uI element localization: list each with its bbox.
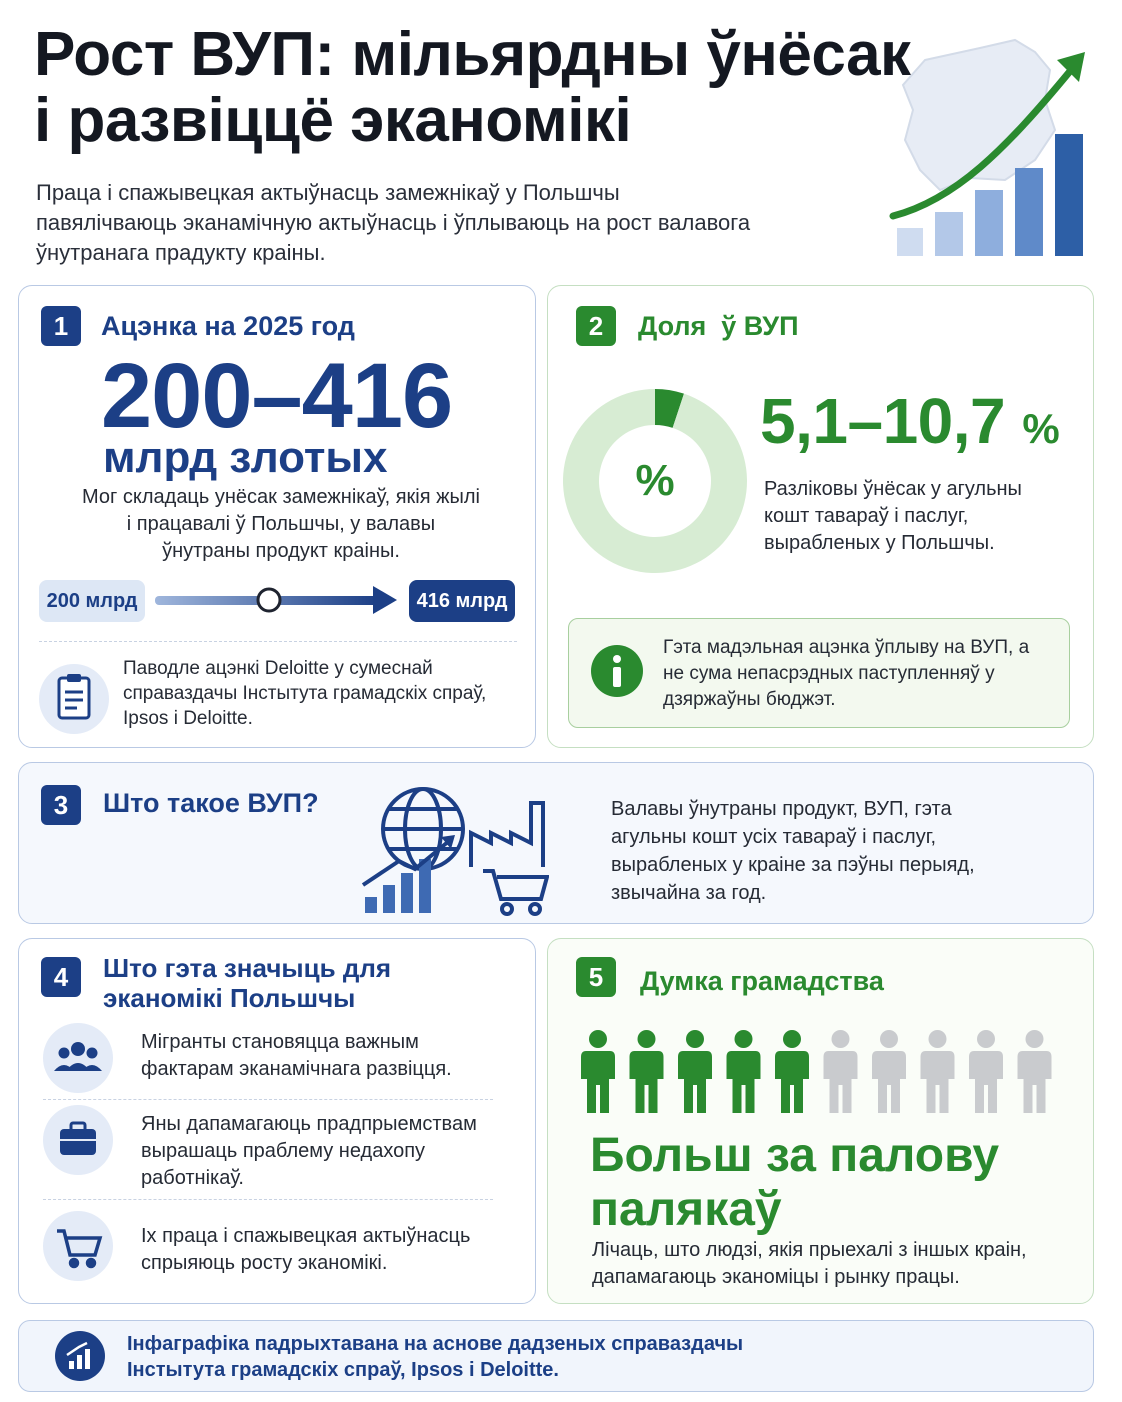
estimate-value: 200–416 [101, 345, 453, 447]
factory-icon [471, 803, 543, 867]
section-number: 3 [41, 785, 81, 825]
people-icon [43, 1023, 113, 1093]
section-number: 4 [41, 957, 81, 997]
person-icon-grey [969, 1030, 1003, 1113]
people-pictogram [578, 1029, 1068, 1115]
bar-chart-icon [365, 859, 431, 913]
gdp-share-unit: % [1022, 405, 1060, 452]
section-estimate-2025 [18, 285, 536, 748]
person-icon-grey [824, 1030, 858, 1113]
person-icon-highlight [727, 1030, 761, 1113]
range-arrow [153, 582, 399, 618]
section-meaning-for-economy [18, 938, 536, 1304]
section-public-opinion [547, 938, 1094, 1304]
hero-bar [935, 212, 963, 256]
info-note-text: Гэта мадэльная ацэнка ўплыву на ВУП, а не сума непасрэдных паступленняў у дзяржаўны бюджэт. [663, 637, 1030, 710]
footer-source [18, 1320, 1094, 1392]
estimate-description: Мог складаць унёсак замежнікаў, якія жылі і працавалі ў Польшчы, у валавы ўнутраны продукт краіны. [82, 486, 480, 562]
range-marker [258, 589, 280, 611]
estimate-unit: млрд злотых [103, 433, 388, 482]
title-line-2: і развіццё эканомікі [34, 86, 632, 155]
gdp-share-number: 5,1–10,7 [760, 385, 1006, 457]
section-heading: Доля ў ВУП [638, 311, 799, 341]
list-item-text: Мігранты становяцца важным фактарам эканамічнага развіцця. [141, 1031, 452, 1080]
list-item-text: Іх праца і спажывецкая актыўнасць спрыяюць росту эканомікі. [141, 1225, 471, 1274]
list-item-text: Яны дапамагаюць прадпрыемствам вырашаць праблему недахопу работнікаў. [141, 1113, 477, 1189]
info-icon [589, 643, 645, 699]
gdp-share-value [760, 386, 1059, 464]
divider [43, 1199, 493, 1200]
report-chart-icon [55, 1331, 105, 1381]
section-what-is-gdp [18, 762, 1094, 924]
cart-icon [43, 1211, 113, 1281]
source-note: Паводле ацэнкі Deloitte у сумеснай справаздачы Інстытута грамадскіх спраў, Ipsos і Deloitte. [123, 658, 487, 729]
document-icon [39, 664, 109, 734]
person-icon-grey [921, 1030, 955, 1113]
hero-bar [1015, 168, 1043, 256]
hero-bar [975, 190, 1003, 256]
info-note [568, 618, 1070, 728]
page-title [34, 22, 911, 154]
section-number: 5 [576, 957, 616, 997]
globe-icon [383, 789, 463, 869]
section-number: 1 [41, 306, 81, 346]
growth-chart-illustration [885, 30, 1095, 265]
section-heading: Ацэнка на 2025 год [101, 311, 355, 341]
hero-bar [897, 228, 923, 256]
cart-icon [483, 871, 547, 914]
footer-text: Інфаграфіка падрыхтавана на аснове дадзеных справаздачы Інстытута грамадскіх спраў, Ipsos і Deloitte. [127, 1333, 744, 1381]
person-icon-highlight [678, 1030, 712, 1113]
person-icon-highlight [630, 1030, 664, 1113]
opinion-description: Лічаць, што людзі, якія прыехалі з іншых краін, дапамагаюць эканоміцы і рынку працы. [592, 1239, 1027, 1288]
page-subtitle: Праца і спажывецкая актыўнасць замежнікаў у Польшчы павялічваюць эканамічную актыўнасць і ўплываюць на рост валавога ўнутранага прадукту краіны. [36, 180, 751, 265]
opinion-highlight: Больш за палову палякаў [590, 1129, 1000, 1236]
gdp-share-description: Разліковы ўнёсак у агульны кошт тавараў і паслуг, вырабленых у Польшчы. [764, 478, 1022, 554]
title-line-1: Рост ВУП: мільярдны ўнёсак [34, 20, 911, 89]
section-heading: Думка грамадства [640, 966, 884, 996]
section-heading: Што гэта значыць для эканомікі Польшчы [103, 953, 392, 1013]
section-heading: Што такое ВУП? [103, 788, 319, 818]
range-min-label: 200 млрд [39, 580, 145, 622]
briefcase-icon [43, 1105, 113, 1175]
economy-icon [359, 781, 549, 917]
divider [39, 641, 517, 642]
donut-percent-symbol: % [635, 456, 675, 505]
gdp-definition: Валавы ўнутраны продукт, ВУП, гэта агульны кошт усіх тавараў і паслуг, вырабленых у краіне за пэўны перыяд, звычайна за год. [611, 798, 975, 904]
range-max-label: 416 млрд [409, 580, 515, 622]
person-icon-highlight [581, 1030, 615, 1113]
person-icon-grey [872, 1030, 906, 1113]
section-number: 2 [576, 306, 616, 346]
person-icon-grey [1018, 1030, 1052, 1113]
person-icon-highlight [775, 1030, 809, 1113]
divider [43, 1099, 493, 1100]
hero-bar [1055, 134, 1083, 256]
section-gdp-share [547, 285, 1094, 748]
